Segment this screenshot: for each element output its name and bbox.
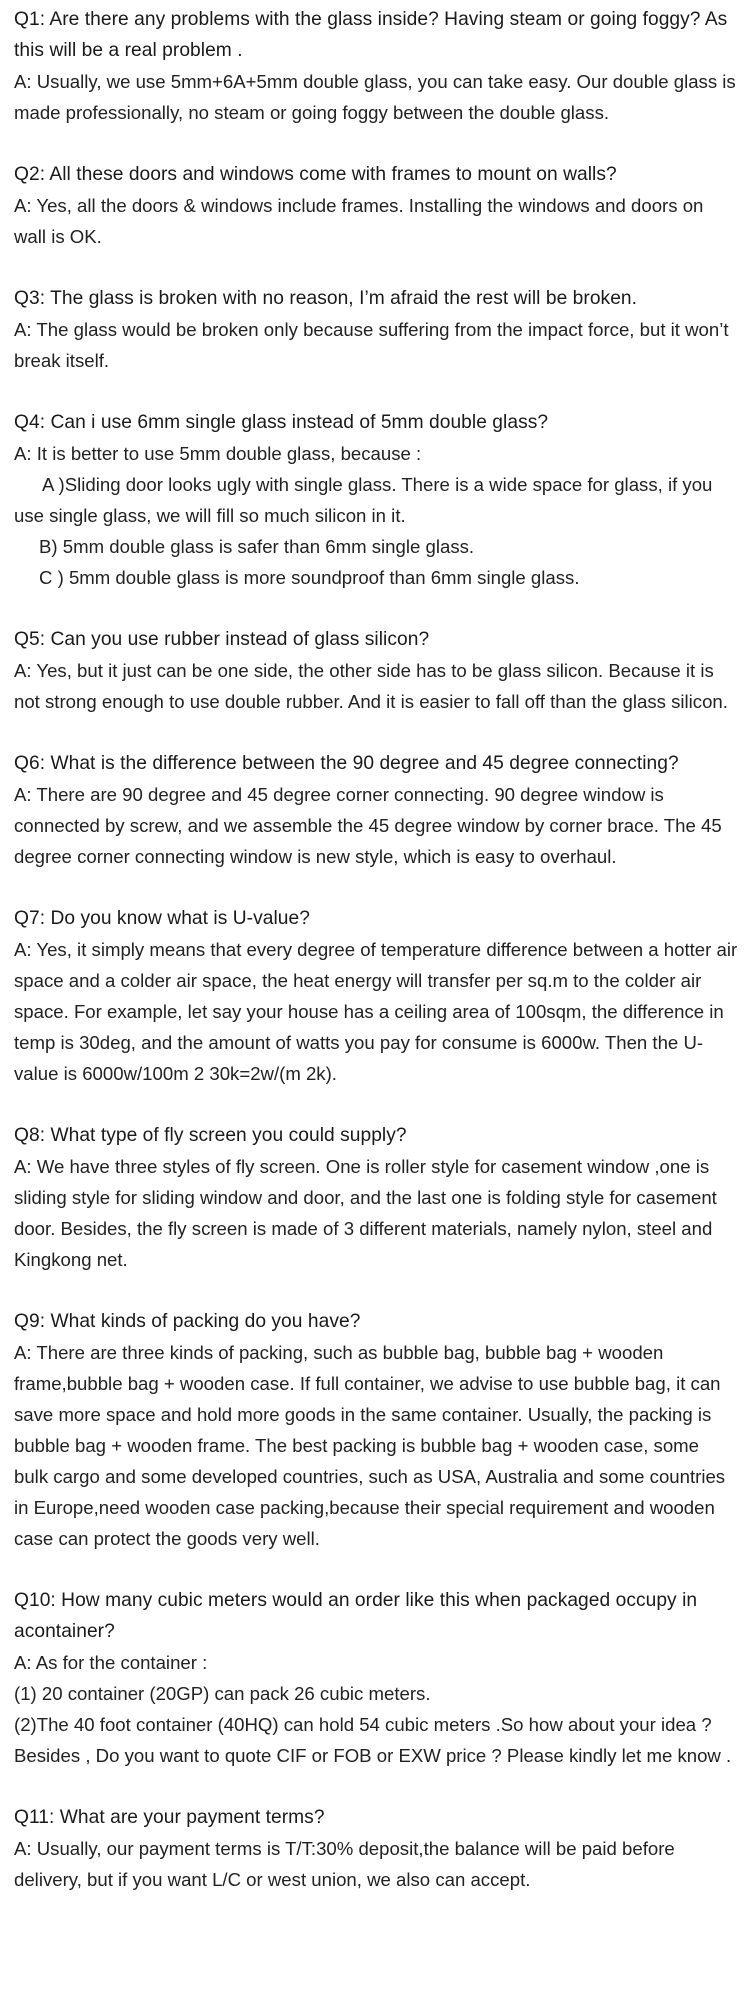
faq-answer: A: The glass would be broken only because suffering from the impact force, but it won’t break itself. <box>14 319 729 371</box>
faq-question: Q4: Can i use 6mm single glass instead of 5mm double glass? <box>14 412 549 433</box>
faq-item-q3 <box>14 283 738 376</box>
faq-item-q11 <box>14 1802 738 1895</box>
faq-question: Q7: Do you know what is U-value? <box>14 908 310 929</box>
faq-question: Q5: Can you use rubber instead of glass silicon? <box>14 629 430 650</box>
faq-item-q8 <box>14 1120 738 1275</box>
faq-question: Q11: What are your payment terms? <box>14 1807 325 1828</box>
faq-answer: A: Yes, all the doors & windows include frames. Installing the windows and doors on wall is OK. <box>14 195 704 247</box>
faq-answer: A: Usually, our payment terms is T/T:30% deposit,the balance will be paid before delivery, but if you want L/C or west union, we also can accept. <box>14 1838 675 1890</box>
faq-question: Q9: What kinds of packing do you have? <box>14 1311 361 1332</box>
faq-answer: A: There are 90 degree and 45 degree corner connecting. 90 degree window is connected by screw, and we assemble the 45 degree window by corner brace. The 45 degree corner connecting window is new style, which is easy to overhaul. <box>14 784 722 867</box>
faq-item-q1 <box>14 4 738 128</box>
faq-answer: A: Yes, but it just can be one side, the other side has to be glass silicon. Because it is not strong enough to use double rubber. And it is easier to fall off than the glass silicon. <box>14 660 728 712</box>
faq-answer-item-2: (2)The 40 foot container (40HQ) can hold 54 cubic meters .So how about your idea ? Besides , Do you want to quote CIF or FOB or EXW price ? Please kindly let me know . <box>14 1714 732 1766</box>
faq-item-q4 <box>14 407 738 593</box>
faq-answer-item-1: (1) 20 container (20GP) can pack 26 cubic meters. <box>14 1683 431 1704</box>
faq-item-q7 <box>14 903 738 1089</box>
faq-question: Q6: What is the difference between the 90 degree and 45 degree connecting? <box>14 753 679 774</box>
faq-question: Q2: All these doors and windows come with frames to mount on walls? <box>14 164 617 185</box>
faq-item-q10 <box>14 1585 738 1771</box>
faq-answer: A: We have three styles of fly screen. One is roller style for casement window ,one is sliding style for sliding window and door, and the last one is folding style for casement door. Besides, the fly screen is made of 3 different materials, namely nylon, steel and Kingkong net. <box>14 1156 717 1270</box>
faq-item-q2 <box>14 159 738 252</box>
faq-answer: A: As for the container : <box>14 1652 208 1673</box>
faq-answer: A: Yes, it simply means that every degree of temperature difference between a hotter air space and a colder air space, the heat energy will transfer per sq.m to the colder air space. For example, let say your house has a ceiling area of 100sqm, the difference in temp is 30deg, and the amount of watts you pay for consume is 6000w. Then the U-value is 6000w/100m 2 30k=2w/(m 2k). <box>14 939 738 1084</box>
faq-item-q5 <box>14 624 738 717</box>
faq-question: Q3: The glass is broken with no reason, I’m afraid the rest will be broken. <box>14 288 638 309</box>
faq-answer: A: Usually, we use 5mm+6A+5mm double glass, you can take easy. Our double glass is made professionally, no steam or going foggy between the double glass. <box>14 71 736 123</box>
faq-question: Q8: What type of fly screen you could supply? <box>14 1125 407 1146</box>
faq-question: Q1: Are there any problems with the glass inside? Having steam or going foggy? As this will be a real problem . <box>14 9 728 61</box>
faq-item-q9 <box>14 1306 738 1554</box>
faq-answer: A: There are three kinds of packing, such as bubble bag, bubble bag + wooden frame,bubble bag + wooden case. If full container, we advise to use bubble bag, it can save more space and hold more goods in the same container. Usually, the packing is bubble bag + wooden frame. The best packing is bubble bag + wooden case, some bulk cargo and some developed countries, such as USA, Australia and some countries in Europe,need wooden case packing,because their special requirement and wooden case can protect the goods very well. <box>14 1342 726 1549</box>
faq-answer-point-a: A )Sliding door looks ugly with single glass. There is a wide space for glass, if you use single glass, we will fill so much silicon in it. <box>14 474 713 526</box>
faq-answer-point-b: B) 5mm double glass is safer than 6mm single glass. <box>39 536 475 557</box>
faq-item-q6 <box>14 748 738 872</box>
faq-question: Q10: How many cubic meters would an order like this when packaged occupy in acontainer? <box>14 1590 698 1642</box>
faq-answer: A: It is better to use 5mm double glass, because : <box>14 443 422 464</box>
faq-answer-point-c: C ) 5mm double glass is more soundproof than 6mm single glass. <box>39 567 580 588</box>
